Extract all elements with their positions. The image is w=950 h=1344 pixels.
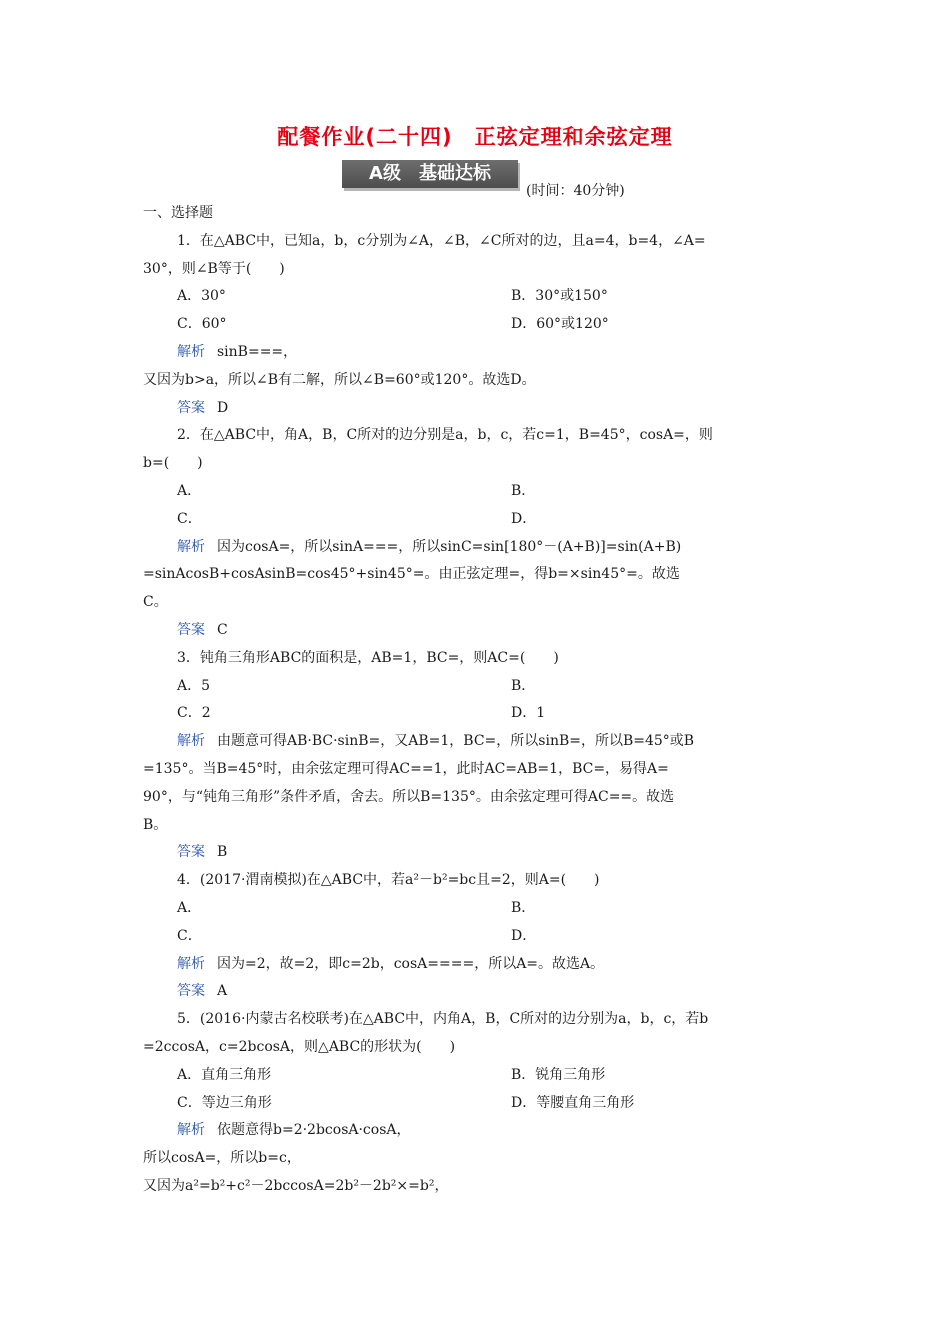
question-3-options-row-1 (143, 673, 807, 701)
question-3-analysis-cont: =135°。当B=45°时，由余弦定理可得AC==1，此时AC=AB=1，BC=，易得A= (143, 760, 669, 777)
question-2-options-row-1 (143, 478, 807, 506)
option-b: B． (511, 482, 536, 499)
question-2-options-row-2 (143, 506, 807, 534)
option-d: D． (511, 927, 537, 944)
question-1-stem-cont: 30°，则∠B等于( ) (143, 260, 285, 277)
question-1-options-row-2 (143, 311, 807, 339)
answer-label: 答案 (177, 983, 205, 1000)
answer-value: A (217, 983, 228, 1000)
question-1-options-row-1 (143, 283, 807, 311)
option-a: A．5 (177, 677, 211, 694)
time-limit-note: (时间：40分钟) (526, 183, 625, 199)
option-d: D．60°或120° (511, 316, 609, 333)
question-5-stem: 5．(2016·内蒙古名校联考)在△ABC中，内角A，B，C所对的边分别为a，b，c，若b (177, 1011, 709, 1028)
analysis-text: sinB===， (217, 343, 298, 360)
question-2-analysis-cont: =sinAcosB+cosAsinB=cos45°+sin45°=。由正弦定理=，得b=×sin45°=。故选 (143, 566, 680, 583)
option-c: C． (177, 927, 202, 944)
question-2-analysis (143, 534, 807, 562)
analysis-text: 由题意可得AB·BC·sinB=，又AB=1，BC=，所以sinB=，所以B=45°或B (217, 733, 695, 750)
question-1-analysis (143, 339, 807, 367)
option-b: B． (511, 899, 536, 916)
question-4-options-row-1 (143, 895, 807, 923)
analysis-text: 依题意得b=2·2bcosA·cosA， (217, 1122, 411, 1139)
option-d: D． (511, 510, 537, 527)
question-4-analysis (143, 951, 807, 979)
answer-label: 答案 (177, 844, 205, 861)
question-3-answer (143, 839, 807, 867)
answer-value: D (217, 399, 229, 416)
question-1-stem: 1．在△ABC中，已知a，b，c分别为∠A，∠B，∠C所对的边，且a=4，b=4，∠A= (177, 232, 706, 249)
answer-value: C (217, 621, 228, 638)
question-3-analysis (143, 728, 807, 756)
option-c: C．60° (177, 316, 227, 333)
question-5-analysis-cont: 所以cosA=，所以b=c， (143, 1150, 301, 1167)
option-b: B． (511, 677, 536, 694)
question-5-analysis (143, 1117, 807, 1145)
option-c: C．2 (177, 705, 211, 722)
question-2-stem-cont: b=( ) (143, 455, 203, 472)
option-c: C． (177, 510, 202, 527)
option-b: B．30°或150° (511, 288, 608, 305)
option-a: A．直角三角形 (177, 1066, 272, 1083)
option-a: A． (177, 899, 202, 916)
question-1-answer (143, 395, 807, 423)
analysis-label: 解析 (177, 955, 205, 972)
answer-label: 答案 (177, 621, 205, 638)
question-3-options-row-2 (143, 700, 807, 728)
question-3-stem: 3．钝角三角形ABC的面积是，AB=1，BC=，则AC=( ) (177, 649, 559, 666)
analysis-text: 因为=2，故=2，即c=2b，cosA====，所以A=。故选A。 (217, 955, 605, 972)
question-3-analysis-cont: 90°，与“钝角三角形”条件矛盾，舍去。所以B=135°。由余弦定理可得AC==。故选 (143, 788, 675, 805)
section-heading: 一、选择题 (143, 205, 213, 221)
analysis-label: 解析 (177, 733, 205, 750)
option-a: A．30° (177, 288, 226, 305)
option-d: D．等腰直角三角形 (511, 1094, 635, 1111)
question-3-analysis-cont: B。 (143, 816, 168, 833)
answer-label: 答案 (177, 399, 205, 416)
question-1-analysis-cont: 又因为b>a，所以∠B有二解，所以∠B=60°或120°。故选D。 (143, 371, 536, 388)
page-title: 配餐作业(二十四) 正弦定理和余弦定理 (277, 125, 673, 149)
question-4-stem: 4．(2017·渭南模拟)在△ABC中，若a²－b²=bc且=2，则A=( ) (177, 872, 600, 889)
question-5-options-row-2 (143, 1090, 807, 1118)
option-d: D．1 (511, 705, 546, 722)
question-4-answer (143, 978, 807, 1006)
question-2-analysis-cont: C。 (143, 594, 168, 611)
question-5-analysis-cont: 又因为a²=b²+c²－2bccosA=2b²－2b²×=b²， (143, 1177, 449, 1194)
analysis-label: 解析 (177, 1122, 205, 1139)
question-2-answer (143, 617, 807, 645)
worksheet-body (143, 200, 807, 1201)
question-5-stem-cont: =2ccosA，c=2bcosA，则△ABC的形状为( ) (143, 1038, 456, 1055)
analysis-label: 解析 (177, 343, 205, 360)
level-banner: A级 基础达标 (342, 160, 518, 188)
question-2-stem: 2．在△ABC中，角A，B，C所对的边分别是a，b，c，若c=1，B=45°，cosA=，则 (177, 427, 713, 444)
option-c: C．等边三角形 (177, 1094, 272, 1111)
analysis-text: 因为cosA=，所以sinA===，所以sinC=sin[180°－(A+B)]=sin(A+B) (217, 538, 682, 555)
option-b: B．锐角三角形 (511, 1066, 606, 1083)
option-a: A． (177, 482, 202, 499)
answer-value: B (217, 844, 228, 861)
question-4-options-row-2 (143, 923, 807, 951)
analysis-label: 解析 (177, 538, 205, 555)
question-5-options-row-1 (143, 1062, 807, 1090)
